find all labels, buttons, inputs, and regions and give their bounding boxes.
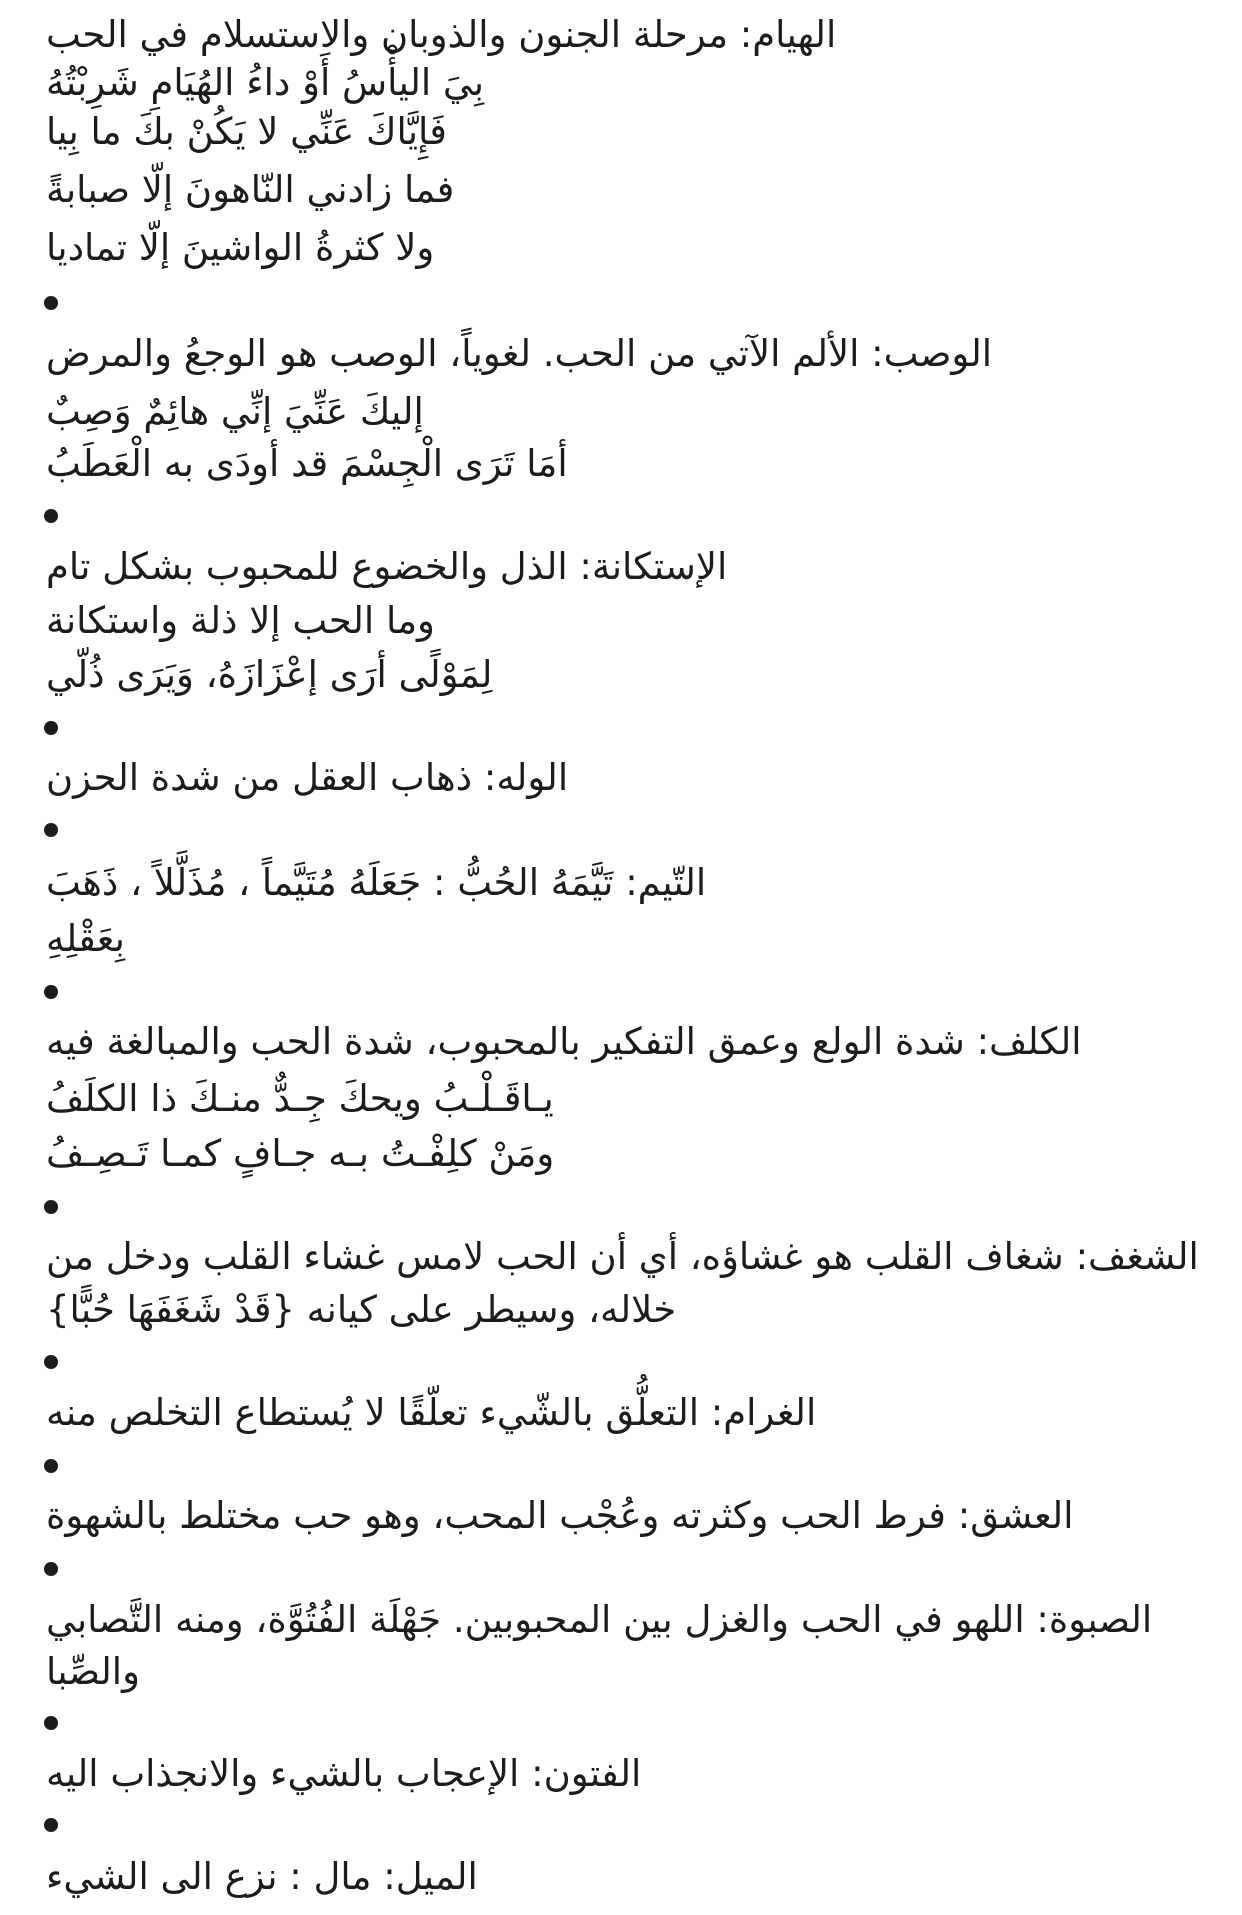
- entry-hiyam-line-3: فَإِيَّاكَ عَنِّي لا يَكُنْ بكَ ما بِيا: [46, 110, 447, 153]
- bullet-separator: [44, 1716, 58, 1730]
- entry-sabwa-line-2: والصِّبا: [46, 1650, 140, 1693]
- bullet-separator: [44, 1562, 58, 1576]
- entry-kalaf-line-2: يـاقَـلْـبُ ويحكَ جِـدٌّ منـكَ ذا الكلَفُ: [46, 1077, 554, 1120]
- entry-shaghaf-line-2: خلاله، وسيطر على كيانه {قَدْ شَغَفَهَا حُبًّا}: [46, 1288, 677, 1331]
- entry-hiyam-line-2: بِيَ اليأْسُ أَوْ داءُ الهُيَامِ شَرِبْتُهُ: [46, 61, 485, 104]
- bullet-separator: [44, 721, 58, 735]
- entry-kalaf-line-1: الكلف: شدة الولع وعمق التفكير بالمحبوب، شدة الحب والمبالغة فيه: [46, 1020, 1082, 1063]
- bullet-separator: [44, 1355, 58, 1369]
- entry-hiyam-line-1: الهيام: مرحلة الجنون والذوبان والاستسلام في الحب: [46, 13, 837, 56]
- entry-wasab-line-3: أمَا تَرَى الْجِسْمَ قد أودَى به الْعَطَبُ: [46, 442, 568, 485]
- entry-istikana-line-3: لِمَوْلًى أرَى إعْزَازَهُ، وَيَرَى ذُلّي: [46, 653, 493, 696]
- entry-walah-line-1: الوله: ذهاب العقل من شدة الحزن: [46, 756, 569, 799]
- bullet-separator: [44, 1459, 58, 1473]
- entry-futun-line-1: الفتون: الإعجاب بالشيء والانجذاب اليه: [46, 1752, 642, 1795]
- bullet-separator: [44, 1818, 58, 1832]
- entry-wasab-line-2: إليكَ عَنِّيَ إنِّي هائِمٌ وَصِبٌ: [46, 390, 424, 433]
- entry-sabwa-line-1: الصبوة: اللهو في الحب والغزل بين المحبوبين. جَهْلَة الفُتُوَّة، ومنه التَّصابي: [46, 1598, 1153, 1641]
- bullet-separator: [44, 296, 58, 310]
- entry-tayym-line-1: التّيم: تَيَّمَهُ الحُبُّ : جَعَلَهُ مُتَيَّماً ، مُذَلَّلاً ، ذَهَبَ: [46, 861, 707, 904]
- bullet-separator: [44, 1200, 58, 1214]
- entry-hiyam-line-4: فما زادني النّاهونَ إلّا صبابةً: [46, 168, 455, 211]
- entry-kalaf-line-3: ومَنْ كلِفْـتُ بـه جـافٍ كمـا تَـصِـفُ: [46, 1132, 555, 1175]
- entry-gharam-line-1: الغرام: التعلُّق بالشّيء تعلّقًا لا يُستطاع التخلص منه: [46, 1391, 817, 1434]
- entry-wasab-line-1: الوصب: الألم الآتي من الحب. لغوياً، الوصب هو الوجعُ والمرض: [46, 332, 993, 375]
- entry-tayym-line-2: بِعَقْلِهِ: [46, 917, 125, 960]
- entry-mayl-line-1: الميل: مال : نزع الى الشيء: [46, 1855, 478, 1898]
- bullet-separator: [44, 985, 58, 999]
- bullet-separator: [44, 823, 58, 837]
- entry-hiyam-line-5: ولا كثرةُ الواشينَ إلّا تماديا: [46, 226, 435, 269]
- entry-istikana-line-2: وما الحب إلا ذلة واستكانة: [46, 599, 435, 642]
- bullet-separator: [44, 509, 58, 523]
- entry-ishq-line-1: العشق: فرط الحب وكثرته وعُجْب المحب، وهو حب مختلط بالشهوة: [46, 1494, 1074, 1537]
- entry-istikana-line-1: الإستكانة: الذل والخضوع للمحبوب بشكل تام: [46, 545, 728, 588]
- entry-shaghaf-line-1: الشغف: شغاف القلب هو غشاؤه، أي أن الحب لامس غشاء القلب ودخل من: [46, 1235, 1199, 1278]
